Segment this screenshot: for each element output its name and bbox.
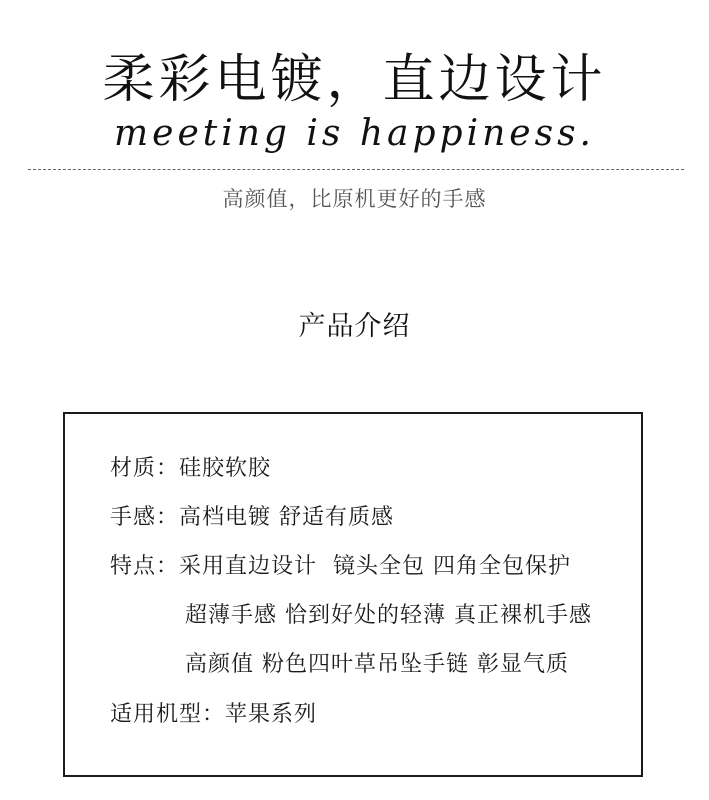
spec-row-feel: [110, 503, 394, 533]
page-title: 柔彩电镀，直边设计: [102, 50, 607, 110]
spec-row-features: [110, 552, 571, 582]
feel-label: 手感：: [110, 505, 180, 530]
subtitle: 高颜值，比原机更好的手感: [222, 187, 487, 211]
model-label: 适用机型：: [110, 702, 226, 727]
features-value-line3: 高颜值 粉色四叶草吊坠手链 彰显气质: [185, 652, 569, 677]
material-label: 材质：: [110, 456, 180, 481]
feel-value: 高档电镀 舒适有质感: [179, 505, 395, 530]
material-value: 硅胶软胶: [179, 456, 272, 481]
features-label: 特点：: [110, 554, 180, 579]
dashed-divider: [28, 169, 684, 170]
section-title: 产品介绍: [298, 311, 411, 342]
script-tagline: meeting is happiness.: [114, 113, 595, 154]
features-value-line2: 超薄手感 恰到好处的轻薄 真正裸机手感: [185, 603, 592, 628]
spec-box: [63, 412, 643, 777]
model-value: 苹果系列: [225, 702, 318, 727]
spec-row-model: [110, 700, 317, 730]
spec-row-material: [110, 454, 271, 484]
features-value-line1: 采用直边设计 镜头全包 四角全包保护: [179, 554, 571, 579]
